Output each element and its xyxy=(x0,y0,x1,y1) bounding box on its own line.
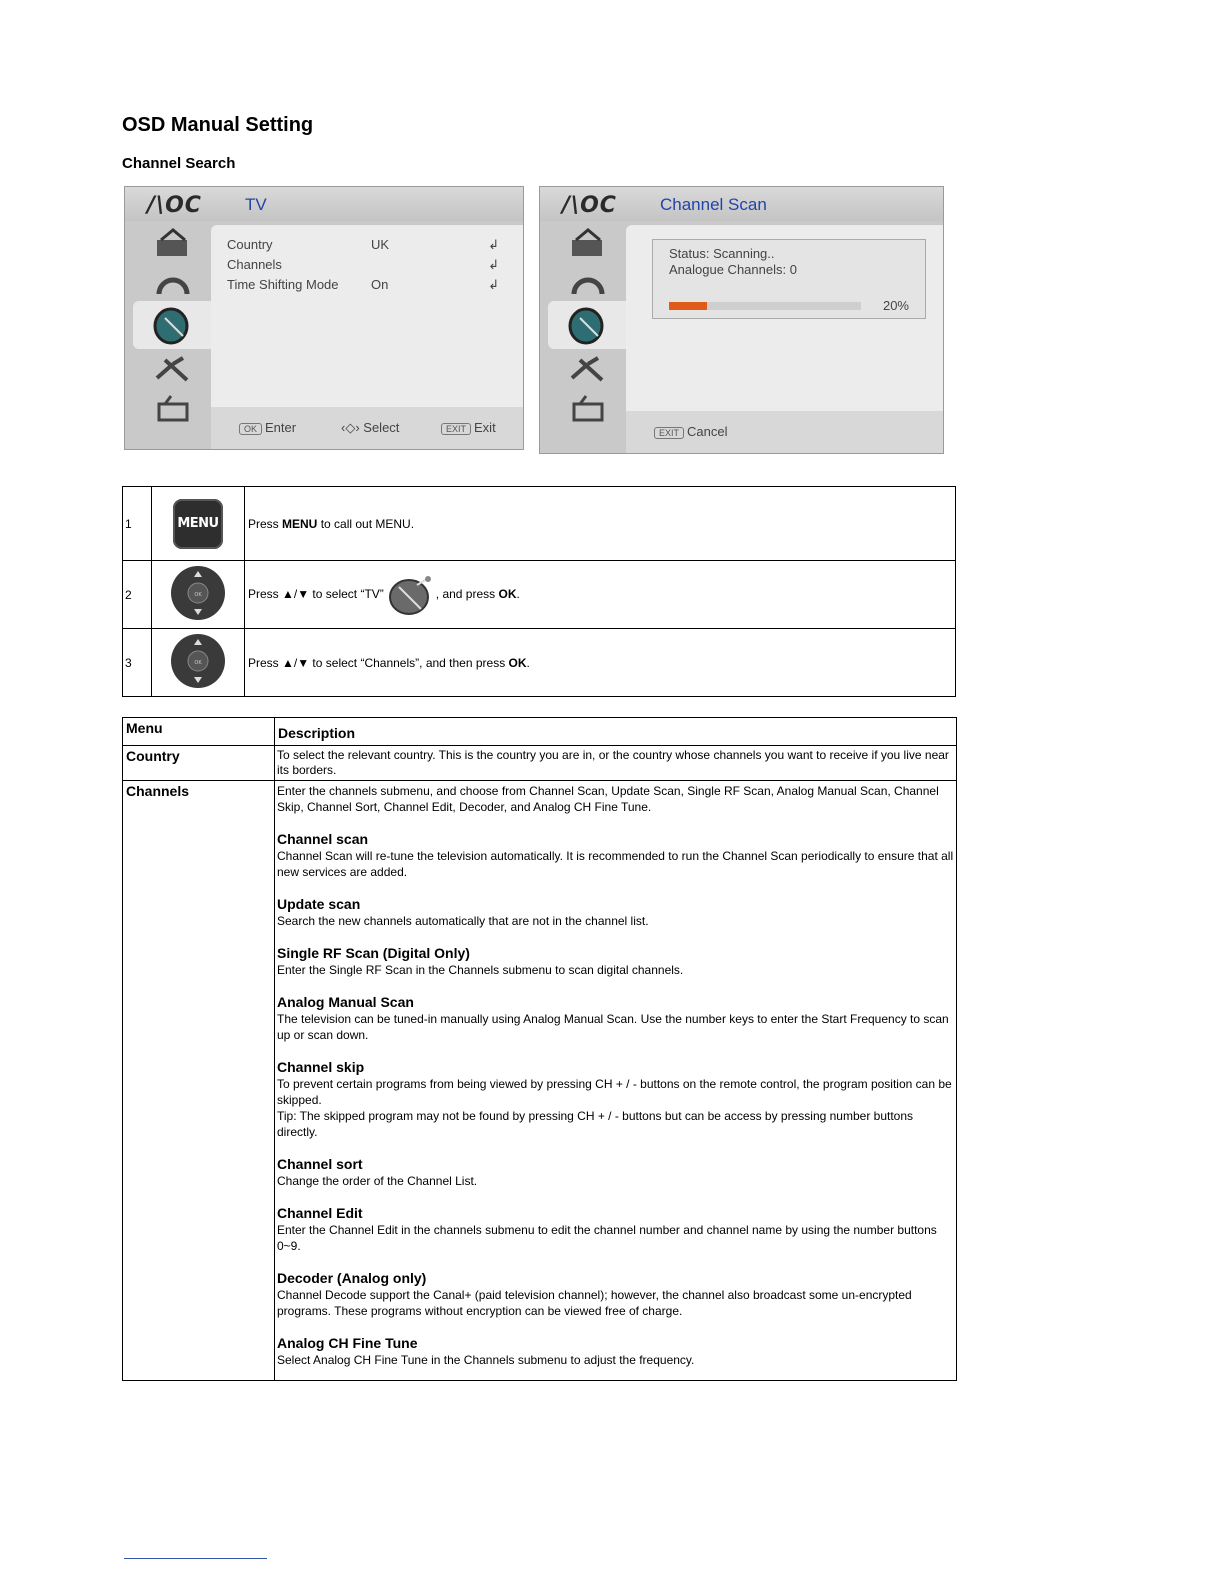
menu-name: Country xyxy=(123,746,275,781)
table-header-row xyxy=(123,718,957,746)
satellite-dish-icon xyxy=(151,304,195,346)
menu-description: To select the relevant country. This is the country you are in, or the country whose channels you want to receive if you live near its borders. xyxy=(275,746,957,781)
submenu-title: Update scan xyxy=(277,896,361,912)
osd-footer xyxy=(211,407,523,449)
step-text-part: to call out MENU. xyxy=(317,516,415,531)
step-text xyxy=(245,629,956,697)
submenu-title: Analog Manual Scan xyxy=(277,994,414,1010)
picture-tab xyxy=(133,225,211,261)
setup-tab xyxy=(548,351,626,387)
picture-tab xyxy=(548,225,626,261)
table-row xyxy=(123,746,957,781)
osd-enter-hint xyxy=(239,420,296,435)
osd-exit-hint xyxy=(441,420,496,435)
osd-menu-title: Channel Scan xyxy=(660,195,767,214)
description-column-header: Description xyxy=(275,718,957,746)
step-number: 1 xyxy=(123,487,152,561)
step-text-part: Press ▲/▼ to select “TV” xyxy=(248,586,384,601)
sound-icon xyxy=(151,266,195,296)
step-text-bold: OK xyxy=(508,655,527,670)
satellite-dish-icon xyxy=(566,304,610,346)
step-text-bold: OK xyxy=(498,586,517,601)
scan-status: Status: Scanning.. xyxy=(669,246,775,261)
osd-footer xyxy=(626,411,943,453)
submenu-title: Decoder (Analog only) xyxy=(277,1270,427,1286)
cancel-label: Cancel xyxy=(687,424,728,439)
aoc-logo: /\OC xyxy=(562,193,617,218)
step-row xyxy=(123,487,956,561)
submenu-text: Channel Decode support the Canal+ (paid television channel); however, the channel also broadcast some un-encrypted programs. These programs without encryption can be viewed free of charge. xyxy=(277,1288,912,1318)
osd-tv-screenshot xyxy=(124,186,524,450)
step-row xyxy=(123,629,956,697)
ok-key: OK xyxy=(239,423,262,435)
osd-row-label: Channels xyxy=(227,257,282,272)
osd-content-panel xyxy=(626,225,943,411)
page-title: OSD Manual Setting xyxy=(122,114,314,136)
tools-icon xyxy=(151,354,195,384)
menu-name: Channels xyxy=(123,781,275,1381)
enter-arrow-icon: ↲ xyxy=(488,257,499,272)
osd-row-label: Time Shifting Mode xyxy=(227,277,339,292)
step-text-part: Press xyxy=(248,516,283,531)
analogue-channels: Analogue Channels: 0 xyxy=(669,262,797,277)
input-icon xyxy=(566,392,610,422)
exit-key: EXIT xyxy=(441,423,471,435)
step-number: 2 xyxy=(123,561,152,629)
section-title: Channel Search xyxy=(122,155,236,172)
setup-tab xyxy=(133,351,211,387)
submenu-title: Channel sort xyxy=(277,1156,363,1172)
step-icon-cell xyxy=(152,487,245,561)
scan-progress-label: 20% xyxy=(882,298,909,313)
osd-cancel-hint xyxy=(654,424,727,439)
step-text-part: . xyxy=(526,655,530,670)
exit-key: EXIT xyxy=(654,427,684,439)
enter-label: Enter xyxy=(265,420,297,435)
menu-button-icon: MENU xyxy=(173,499,223,549)
step-text xyxy=(245,561,956,629)
svg-text:OK: OK xyxy=(194,660,202,666)
submenu-text: To prevent certain programs from being viewed by pressing CH + / - buttons on the remote control, the program position can be skipped. xyxy=(277,1077,952,1107)
osd-row-label: Country xyxy=(227,237,273,252)
osd-select-hint xyxy=(341,420,399,436)
step-row xyxy=(123,561,956,629)
input-tab xyxy=(133,389,211,425)
dpad-small-icon: ‹◇› xyxy=(341,420,360,435)
step-icon-cell xyxy=(152,561,245,629)
input-tab xyxy=(548,389,626,425)
menu-description-table xyxy=(122,717,957,1381)
dpad-icon xyxy=(170,633,226,689)
picture-icon xyxy=(151,228,195,258)
submenu-title: Single RF Scan (Digital Only) xyxy=(277,945,470,961)
submenu-title: Channel Edit xyxy=(277,1205,363,1221)
submenu-text: Change the order of the Channel List. xyxy=(277,1174,478,1188)
channels-intro: Enter the channels submenu, and choose from Channel Scan, Update Scan, Single RF Scan, Analog Manual Scan, Channel Skip, Channel Sort, Channel Edit, Decoder, and Analog CH Fine Tune. xyxy=(277,784,939,814)
picture-icon xyxy=(566,228,610,258)
step-text xyxy=(245,487,956,561)
footer-rule xyxy=(124,1558,267,1559)
enter-arrow-icon: ↲ xyxy=(488,277,499,292)
input-icon xyxy=(151,392,195,422)
osd-menu-title: TV xyxy=(245,195,267,214)
step-text-part: , and press xyxy=(435,586,499,601)
dpad-icon xyxy=(170,565,226,621)
enter-arrow-icon: ↲ xyxy=(488,237,499,252)
submenu-title: Channel scan xyxy=(277,831,369,847)
svg-text:OK: OK xyxy=(194,592,202,598)
tools-icon xyxy=(566,354,610,384)
menu-description xyxy=(275,781,957,1381)
sound-icon xyxy=(566,266,610,296)
step-text-bold: MENU xyxy=(282,516,318,531)
aoc-logo: /\OC xyxy=(147,193,202,218)
scan-progress-bar xyxy=(669,302,861,310)
osd-content-panel xyxy=(211,225,523,407)
osd-header xyxy=(540,187,943,221)
submenu-title: Channel skip xyxy=(277,1059,365,1075)
osd-row-value: UK xyxy=(371,237,390,252)
scan-status-box xyxy=(652,239,926,319)
scan-progress-fill xyxy=(669,302,707,310)
tv-tab xyxy=(133,301,219,349)
submenu-text: Enter the Single RF Scan in the Channels submenu to scan digital channels. xyxy=(277,963,684,977)
step-number: 3 xyxy=(123,629,152,697)
submenu-tip: Tip: The skipped program may not be found by pressing CH + / - buttons but can be access by pressing number buttons directly. xyxy=(277,1109,914,1139)
submenu-text: The television can be tuned-in manually using Analog Manual Scan. Use the number keys to enter the Start Frequency to scan up or scan down. xyxy=(277,1012,949,1042)
osd-row-value: On xyxy=(371,277,389,292)
submenu-title: Analog CH Fine Tune xyxy=(277,1335,418,1351)
submenu-text: Enter the Channel Edit in the channels submenu to edit the channel number and channel name by using the number buttons 0~9. xyxy=(277,1223,937,1253)
step-text-part: Press ▲/▼ to select “Channels”, and then press xyxy=(248,655,509,670)
step-icon-cell xyxy=(152,629,245,697)
osd-header xyxy=(125,187,523,221)
exit-label: Exit xyxy=(474,420,496,435)
osd-sidebar xyxy=(133,225,211,427)
osd-sidebar xyxy=(548,225,626,427)
sound-tab xyxy=(133,263,211,299)
select-label: Select xyxy=(363,420,400,435)
steps-table xyxy=(122,486,956,697)
table-row xyxy=(123,781,957,1381)
step-text-part: . xyxy=(516,586,520,601)
submenu-text: Select Analog CH Fine Tune in the Channels submenu to adjust the frequency. xyxy=(277,1353,695,1367)
menu-column-header: Menu xyxy=(123,718,275,746)
tv-tab xyxy=(548,301,634,349)
satellite-dish-icon xyxy=(387,575,433,615)
submenu-text: Search the new channels automatically that are not in the channel list. xyxy=(277,914,649,928)
osd-scan-screenshot xyxy=(539,186,944,454)
submenu-text: Channel Scan will re-tune the television automatically. It is recommended to run the Channel Scan periodically to ensure that all new services are added. xyxy=(277,849,954,879)
sound-tab xyxy=(548,263,626,299)
